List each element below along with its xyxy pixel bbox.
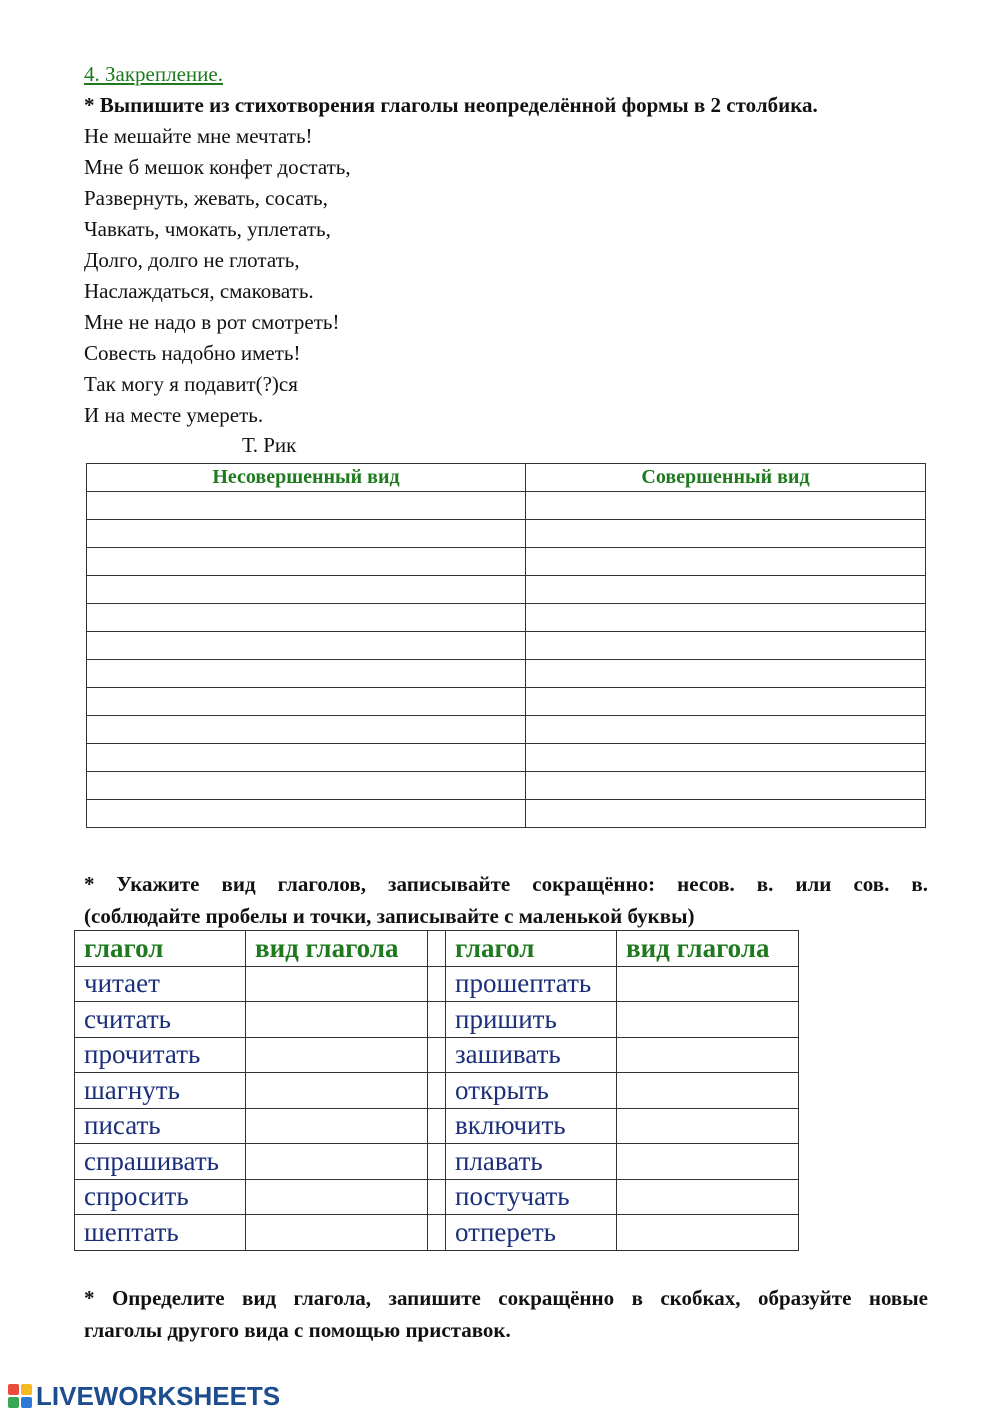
poem-line: Не мешайте мне мечтать! [84, 124, 313, 148]
poem-line: Чавкать, чмокать, уплетать, [84, 217, 331, 241]
table-row [75, 1215, 799, 1251]
imperfective-answer-cell[interactable] [87, 632, 526, 660]
aspect-answer-cell[interactable] [246, 1215, 428, 1251]
table-row [87, 716, 926, 744]
poem-line: Развернуть, жевать, сосать, [84, 186, 328, 210]
perfective-answer-cell[interactable] [526, 520, 926, 548]
poem-line: И на месте умереть. [84, 403, 264, 427]
aspect-answer-cell[interactable] [617, 1215, 799, 1251]
table-row [75, 1037, 799, 1073]
column-gap [428, 1144, 446, 1180]
column-gap [428, 1037, 446, 1073]
verb-cell: прошептать [446, 966, 617, 1002]
imperfective-answer-cell[interactable] [87, 688, 526, 716]
verb-cell: зашивать [446, 1037, 617, 1073]
perfective-answer-cell[interactable] [526, 744, 926, 772]
table-row [87, 660, 926, 688]
verb-cell: открыть [446, 1073, 617, 1109]
aspect-answer-cell[interactable] [617, 966, 799, 1002]
task3-instruction [84, 1282, 928, 1346]
table-row [87, 632, 926, 660]
aspect-header: вид глагола [617, 931, 799, 967]
perfective-answer-cell[interactable] [526, 800, 926, 828]
task3-line: глаголы другого вида с помощью приставок. [84, 1318, 511, 1342]
verb-cell: писать [75, 1108, 246, 1144]
column-gap [428, 1073, 446, 1109]
logo-icon [8, 1384, 32, 1408]
aspect-answer-cell[interactable] [617, 1073, 799, 1109]
aspect-answer-cell[interactable] [246, 966, 428, 1002]
perfective-answer-cell[interactable] [526, 632, 926, 660]
perfective-answer-cell[interactable] [526, 548, 926, 576]
imperfective-answer-cell[interactable] [87, 492, 526, 520]
column-gap [428, 1108, 446, 1144]
poem-line: Совесть надобно иметь! [84, 341, 301, 365]
aspect-answer-cell[interactable] [246, 1002, 428, 1038]
task2-line: (соблюдайте пробелы и точки, записывайте с маленькой буквы) [84, 904, 695, 928]
aspect-sort-table [86, 463, 926, 828]
imperfective-answer-cell[interactable] [87, 800, 526, 828]
aspect-answer-cell[interactable] [617, 1179, 799, 1215]
liveworksheets-logo [8, 1380, 280, 1412]
verb-cell: спрашивать [75, 1144, 246, 1180]
verb-cell: читает [75, 966, 246, 1002]
perfective-header: Совершенный вид [526, 464, 926, 492]
verb-header: глагол [446, 931, 617, 967]
table-row [87, 520, 926, 548]
poem-line: Наслаждаться, смаковать. [84, 279, 314, 303]
imperfective-answer-cell[interactable] [87, 660, 526, 688]
aspect-answer-cell[interactable] [246, 1073, 428, 1109]
task1-instruction: * Выпишите из стихотворения глаголы неопределённой формы в 2 столбика. [84, 93, 818, 117]
table-row [75, 966, 799, 1002]
verb-cell: включить [446, 1108, 617, 1144]
table-row [87, 604, 926, 632]
perfective-answer-cell[interactable] [526, 716, 926, 744]
column-gap [428, 931, 446, 967]
perfective-answer-cell[interactable] [526, 660, 926, 688]
table-row [87, 744, 926, 772]
table-row [75, 1144, 799, 1180]
aspect-answer-cell[interactable] [246, 1144, 428, 1180]
poem-line: Мне б мешок конфет достать, [84, 155, 351, 179]
verb-aspect-table [74, 930, 799, 1251]
perfective-answer-cell[interactable] [526, 492, 926, 520]
verb-cell: плавать [446, 1144, 617, 1180]
perfective-answer-cell[interactable] [526, 772, 926, 800]
column-gap [428, 1002, 446, 1038]
table-row [87, 548, 926, 576]
verb-cell: шептать [75, 1215, 246, 1251]
imperfective-header: Несовершенный вид [87, 464, 526, 492]
imperfective-answer-cell[interactable] [87, 716, 526, 744]
table-row [75, 1108, 799, 1144]
verb-cell: постучать [446, 1179, 617, 1215]
poem-line: Долго, долго не глотать, [84, 248, 300, 272]
verb-cell: спросить [75, 1179, 246, 1215]
aspect-answer-cell[interactable] [617, 1037, 799, 1073]
table-row [75, 1002, 799, 1038]
column-gap [428, 1179, 446, 1215]
table-row [87, 688, 926, 716]
table-row [75, 1073, 799, 1109]
table-row [87, 576, 926, 604]
verb-cell: считать [75, 1002, 246, 1038]
table-header-row [75, 931, 799, 967]
verb-cell: шагнуть [75, 1073, 246, 1109]
section-title: 4. Закрепление. [84, 62, 223, 86]
imperfective-answer-cell[interactable] [87, 772, 526, 800]
imperfective-answer-cell[interactable] [87, 744, 526, 772]
imperfective-answer-cell[interactable] [87, 576, 526, 604]
verb-cell: пришить [446, 1002, 617, 1038]
aspect-answer-cell[interactable] [246, 1179, 428, 1215]
imperfective-answer-cell[interactable] [87, 604, 526, 632]
imperfective-answer-cell[interactable] [87, 520, 526, 548]
perfective-answer-cell[interactable] [526, 688, 926, 716]
poem-line: Мне не надо в рот смотреть! [84, 310, 340, 334]
table-row [87, 492, 926, 520]
verb-cell: отпереть [446, 1215, 617, 1251]
column-gap [428, 966, 446, 1002]
task2-line: * Укажите вид глаголов, записывайте сокращённо: несов. в. или сов. в. [84, 872, 928, 896]
table-row [87, 772, 926, 800]
poem [84, 122, 351, 432]
task2-instruction [84, 868, 928, 932]
column-gap [428, 1215, 446, 1251]
verb-cell: прочитать [75, 1037, 246, 1073]
aspect-answer-cell[interactable] [617, 1144, 799, 1180]
aspect-answer-cell[interactable] [246, 1108, 428, 1144]
logo-text: LIVEWORKSHEETS [36, 1380, 281, 1411]
poem-author: Т. Рик [242, 433, 297, 457]
table-row [75, 1179, 799, 1215]
task3-line: * Определите вид глагола, запишите сокращённо в скобках, образуйте новые [84, 1286, 928, 1310]
aspect-answer-cell[interactable] [617, 1108, 799, 1144]
imperfective-answer-cell[interactable] [87, 548, 526, 576]
perfective-answer-cell[interactable] [526, 576, 926, 604]
aspect-header: вид глагола [246, 931, 428, 967]
perfective-answer-cell[interactable] [526, 604, 926, 632]
aspect-answer-cell[interactable] [246, 1037, 428, 1073]
poem-line: Так могу я подавит(?)ся [84, 372, 298, 396]
aspect-answer-cell[interactable] [617, 1002, 799, 1038]
verb-header: глагол [75, 931, 246, 967]
table-row [87, 800, 926, 828]
